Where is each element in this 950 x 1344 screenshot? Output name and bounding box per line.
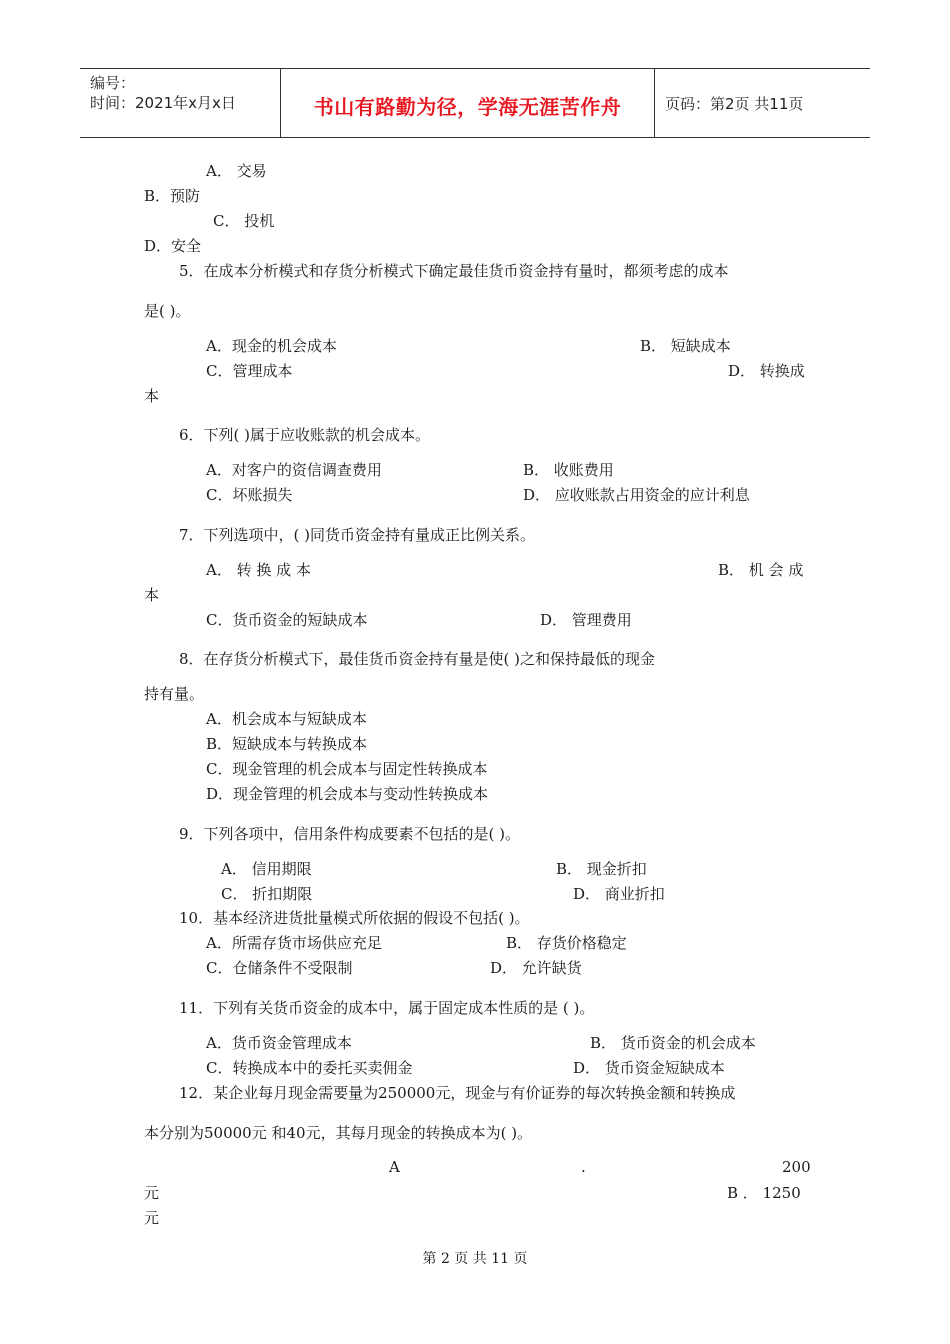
option-text: A．现金的机会成本 xyxy=(206,337,337,355)
option-text: D． 允许缺货 xyxy=(490,959,582,977)
option-text: B．短缺成本与转换成本 xyxy=(206,735,368,753)
option-text: D． 转换成 xyxy=(728,362,805,380)
option-text: C．仓储条件不受限制 xyxy=(206,959,353,977)
option-text: A．机会成本与短缺成本 xyxy=(206,710,367,728)
option-text: C． 折扣期限 xyxy=(221,885,313,903)
option-text: 元 xyxy=(144,1209,160,1227)
option-text: B． 短缺成本 xyxy=(640,337,731,355)
option-text: C．货币资金的短缺成本 xyxy=(206,611,368,629)
page-header xyxy=(80,68,870,138)
option-text: D． 管理费用 xyxy=(540,611,632,629)
option-text: A．对客户的资信调查费用 xyxy=(206,461,382,479)
option-text: 元 xyxy=(144,1184,160,1202)
option-text: D． 货币资金短缺成本 xyxy=(573,1059,725,1077)
option-text: D．安全 xyxy=(144,237,202,255)
header-page-cell xyxy=(655,69,870,137)
option-text: C．转换成本中的委托买卖佣金 xyxy=(206,1059,413,1077)
option-text: B． 现金折扣 xyxy=(556,860,647,878)
option-text: A． 转 换 成 本 xyxy=(206,561,311,579)
option-text: 本 xyxy=(144,387,160,405)
option-text: B ． 1250 xyxy=(727,1184,801,1202)
question-text: 10．基本经济进货批量模式所依据的假设不包括( )。 xyxy=(179,909,530,927)
question-text: 是( )。 xyxy=(144,302,191,320)
option-text: C．坏账损失 xyxy=(206,486,293,504)
option-text: C．管理成本 xyxy=(206,362,293,380)
option-text: 200 xyxy=(782,1158,811,1176)
header-motto: 书山有路勤为径，学海无涯苦作舟 xyxy=(313,95,622,119)
option-text: D． 应收账款占用资金的应计利息 xyxy=(523,486,750,504)
option-text: 本 xyxy=(144,586,160,604)
option-text: D． 商业折扣 xyxy=(573,885,665,903)
option-text: . xyxy=(581,1158,586,1176)
option-text: C． 投机 xyxy=(213,212,275,230)
header-page-info: 页码：第2页 共11页 xyxy=(665,95,804,113)
question-text: 持有量。 xyxy=(144,685,205,703)
option-text: B． 收账费用 xyxy=(523,461,614,479)
question-text: 7．下列选项中，( )同货币资金持有量成正比例关系。 xyxy=(179,526,536,544)
question-text: 5．在成本分析模式和存货分析模式下确定最佳货币资金持有量时，都须考虑的成本 xyxy=(179,262,729,280)
option-text: A． 信用期限 xyxy=(221,860,312,878)
option-text: B． 存货价格稳定 xyxy=(506,934,627,952)
question-text: 11．下列有关货币资金的成本中，属于固定成本性质的是 ( )。 xyxy=(179,999,595,1017)
option-text: B． 机 会 成 xyxy=(718,561,804,579)
option-text: A xyxy=(389,1158,400,1176)
option-text: A．所需存货市场供应充足 xyxy=(206,934,382,952)
option-text: B．预防 xyxy=(144,187,201,205)
header-meta-cell xyxy=(80,69,280,137)
option-text: B． 货币资金的机会成本 xyxy=(590,1034,756,1052)
document-date-label: 时间：2021年x月x日 xyxy=(90,94,236,112)
question-text: 本分别为50000元 和40元，其每月现金的转换成本为( )。 xyxy=(144,1124,533,1142)
option-text: A． 交易 xyxy=(206,162,267,180)
question-text: 9．下列各项中，信用条件构成要素不包括的是( )。 xyxy=(179,825,521,843)
question-text: 6．下列( )属于应收账款的机会成本。 xyxy=(179,426,431,444)
option-text: A．货币资金管理成本 xyxy=(206,1034,352,1052)
question-text: 12．某企业每月现金需要量为250000元，现金与有价证券的每次转换金额和转换成 xyxy=(179,1084,736,1102)
header-motto-cell xyxy=(280,69,655,137)
page-footer: 第 2 页 共 11 页 xyxy=(422,1251,528,1267)
option-text: C．现金管理的机会成本与固定性转换成本 xyxy=(206,760,488,778)
option-text: D．现金管理的机会成本与变动性转换成本 xyxy=(206,785,489,803)
document-number-label: 编号： xyxy=(90,74,136,92)
question-text: 8．在存货分析模式下，最佳货币资金持有量是使( )之和保持最低的现金 xyxy=(179,650,656,668)
